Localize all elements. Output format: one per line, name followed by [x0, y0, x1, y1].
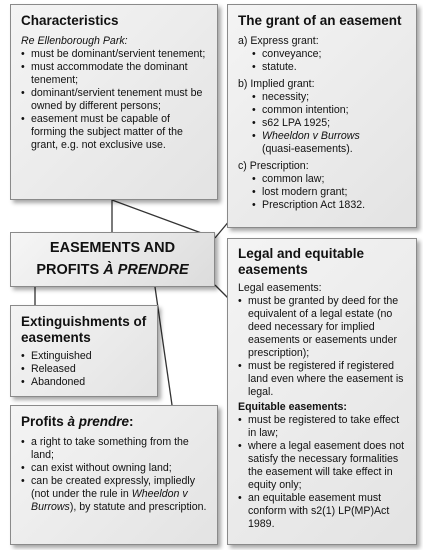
list-item: • must be registered to take effect in law; — [238, 414, 406, 440]
list-item: • can exist without owning land; — [21, 462, 207, 475]
grant-box — [227, 4, 417, 228]
profits-box — [10, 405, 218, 545]
list-item: • can be created expressly, impliedly (not under the rule in Wheeldon v Burrows), by statute and prescription. — [21, 475, 207, 514]
characteristics-title: Characteristics — [21, 13, 119, 28]
legal-easements-label: Legal easements: — [238, 282, 322, 294]
list-item: • dominant/servient tenement must be owned by different persons; — [21, 87, 207, 113]
characteristics-box — [10, 4, 218, 200]
characteristics-case: Re Ellenborough Park: — [21, 35, 128, 47]
equitable-easements-list — [238, 414, 406, 531]
list-item — [252, 130, 406, 156]
list-item: • Released — [21, 363, 147, 376]
extinguishments-list — [21, 350, 147, 389]
list-item: • statute. — [252, 61, 406, 74]
case-name: Wheeldon v Burrows — [31, 488, 188, 513]
case-note: (quasi-easements). — [262, 143, 353, 155]
list-item: • s62 LPA 1925; — [252, 117, 406, 130]
list-item: • must be dominant/servient tenement; — [21, 48, 207, 61]
center-title-box — [10, 232, 215, 287]
grant-title: The grant of an easement — [238, 13, 402, 28]
grant-prescription-list — [252, 173, 406, 212]
extinguishments-box — [10, 305, 158, 397]
list-item: • conveyance; — [252, 48, 406, 61]
grant-prescription-label: c) Prescription: — [238, 160, 309, 172]
list-item: • must be granted by deed for the equivalent of a legal estate (no deed necessary for implied easements or easements under prescription); — [238, 295, 406, 360]
list-item: • must accommodate the dominant tenement; — [21, 61, 207, 87]
legal-easements-list — [238, 295, 406, 399]
list-item: • Extinguished — [21, 350, 147, 363]
list-item: • Abandoned — [21, 376, 147, 389]
list-item: • an equitable easement must conform with s2(1) LP(MP)Act 1989. — [238, 492, 406, 531]
grant-express-list — [252, 48, 406, 74]
profits-title: Profits à prendre: — [21, 414, 134, 429]
characteristics-list — [21, 48, 207, 152]
profits-list — [21, 436, 207, 514]
equitable-easements-label: Equitable easements: — [238, 401, 347, 413]
list-item: • must be registered if registered land even where the easement is legal. — [238, 360, 406, 399]
legal-equitable-box — [227, 238, 417, 545]
center-title-line2 — [11, 259, 214, 281]
legal-equitable-title: Legal and equitable easements — [238, 246, 365, 277]
center-title-line1: EASEMENTS AND — [49, 240, 176, 256]
grant-implied-list — [252, 91, 406, 156]
list-item: • necessity; — [252, 91, 406, 104]
case-name: Wheeldon v Burrows — [262, 130, 360, 142]
list-item: • common intention; — [252, 104, 406, 117]
list-item: • a right to take something from the land; — [21, 436, 207, 462]
center-title-a-prendre: À PRENDRE — [103, 262, 189, 278]
list-item: • easement must be capable of forming the subject matter of the grant, e.g. not exclusive use. — [21, 113, 207, 152]
list-item: • common law; — [252, 173, 406, 186]
list-item: • lost modern grant; — [252, 186, 406, 199]
grant-implied-label: b) Implied grant: — [238, 78, 315, 90]
list-item: • Prescription Act 1832. — [252, 199, 406, 212]
center-title-profits: PROFITS — [36, 262, 104, 278]
extinguishments-title: Extinguishments of easements — [21, 314, 147, 345]
list-item: • where a legal easement does not satisfy the necessary formalities the easement will take effect in equity only; — [238, 440, 406, 492]
grant-express-label: a) Express grant: — [238, 35, 319, 47]
